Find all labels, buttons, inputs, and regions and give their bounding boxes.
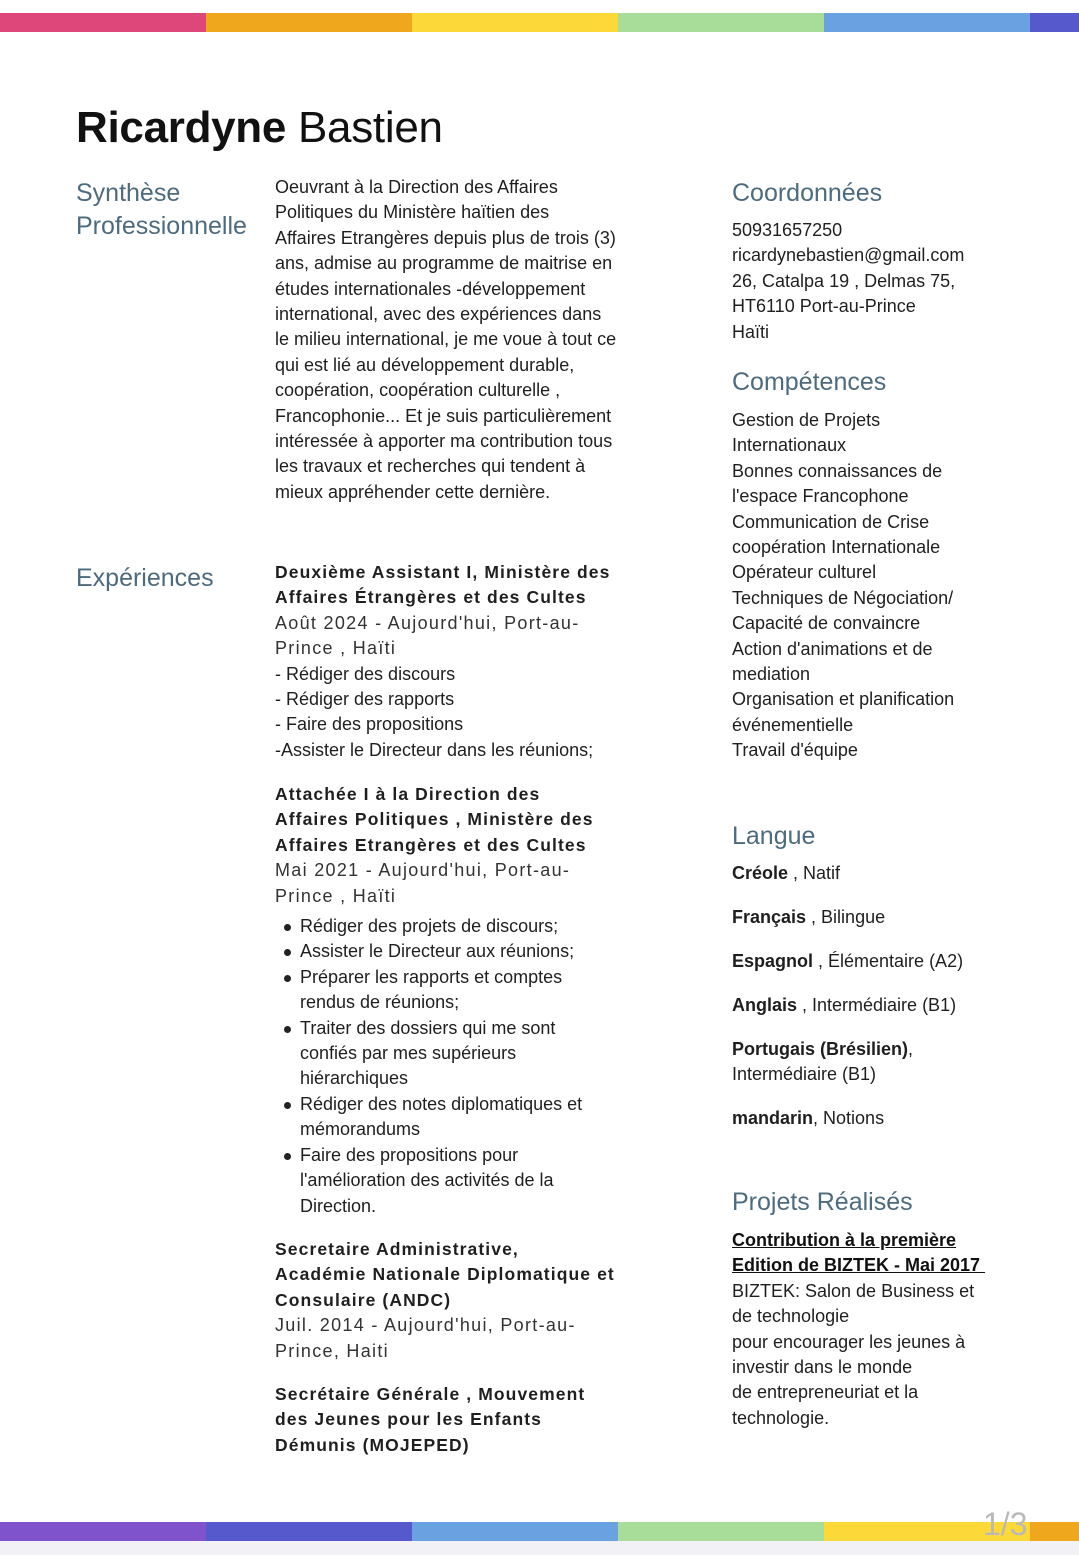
summary-line: coopération, coopération culturelle , bbox=[275, 380, 561, 401]
summary-line: Politiques du Ministère haïtien des bbox=[275, 202, 550, 223]
project-desc-line: de technologie bbox=[732, 1306, 850, 1327]
stripe-segment bbox=[618, 13, 824, 32]
project-desc-line: investir dans le monde bbox=[732, 1357, 913, 1378]
job-title-line: Secretaire Administrative, bbox=[275, 1239, 519, 1259]
top-color-stripe bbox=[0, 13, 1079, 32]
skill-line: Techniques de Négociation/ bbox=[732, 587, 954, 608]
summary-text bbox=[275, 175, 655, 505]
skills-list bbox=[732, 408, 1062, 764]
job-title-line: Affaires Étrangères et des Cultes bbox=[275, 587, 587, 608]
job-title-line: Démunis (MOJEPED) bbox=[275, 1434, 470, 1455]
experiences-heading: Expériences bbox=[76, 564, 214, 592]
languages-heading: Langue bbox=[732, 822, 816, 850]
stripe-segment bbox=[0, 13, 206, 32]
language-item bbox=[732, 1037, 1062, 1088]
bullet-line: confiés par mes supérieurs bbox=[300, 1043, 517, 1064]
contact-block bbox=[732, 218, 1062, 345]
bullet-line: rendus de réunions; bbox=[300, 992, 460, 1013]
job-task: - Rédiger des rapports bbox=[275, 689, 455, 710]
projects-block bbox=[732, 1228, 1062, 1431]
bullet-line: Traiter des dossiers qui me sont bbox=[300, 1017, 556, 1038]
job-bullet-list bbox=[275, 914, 655, 1219]
viewer-footer bbox=[0, 1541, 1079, 1555]
skill-line: Communication de Crise bbox=[732, 511, 930, 532]
bullet-line: Rédiger des notes diplomatiques et bbox=[300, 1093, 583, 1114]
skill-line: coopération Internationale bbox=[732, 537, 941, 558]
job-title-line: Deuxième Assistant I, Ministère des bbox=[275, 562, 611, 582]
summary-line: Affaires Etrangères depuis plus de trois (3) bbox=[275, 227, 616, 248]
language-name: mandarin bbox=[732, 1108, 814, 1129]
first-name: Ricardyne bbox=[76, 103, 287, 152]
language-level: , bbox=[908, 1039, 914, 1059]
skill-line: événementielle bbox=[732, 714, 854, 735]
skill-line: Opérateur culturel bbox=[732, 562, 877, 583]
last-name: Bastien bbox=[298, 103, 443, 152]
job-entry bbox=[275, 782, 655, 1219]
stripe-segment bbox=[206, 1522, 412, 1541]
job-title-line: Académie Nationale Diplomatique et bbox=[275, 1264, 615, 1285]
list-item bbox=[275, 1092, 655, 1143]
bullet-line: Faire des propositions pour bbox=[300, 1144, 519, 1165]
skill-line: mediation bbox=[732, 664, 811, 685]
language-level: , Élémentaire (A2) bbox=[813, 951, 964, 971]
language-item bbox=[732, 993, 1062, 1018]
bottom-color-stripe bbox=[0, 1522, 1079, 1541]
project-desc-line: pour encourager les jeunes à bbox=[732, 1331, 966, 1352]
language-level: , Bilingue bbox=[806, 907, 886, 927]
stripe-segment bbox=[824, 13, 1030, 32]
stripe-segment bbox=[1030, 1522, 1079, 1541]
summary-line: intéressée à apporter ma contribution tous bbox=[275, 431, 613, 452]
contact-heading: Coordonnées bbox=[732, 179, 883, 207]
job-title-line: Attachée I à la Direction des bbox=[275, 784, 541, 804]
language-name: Anglais bbox=[732, 995, 798, 1015]
list-item bbox=[275, 1143, 655, 1219]
job-title-line: Secrétaire Générale , Mouvement bbox=[275, 1384, 586, 1404]
skill-line: Organisation et planification bbox=[732, 689, 955, 710]
bullet-line: Assister le Directeur aux réunions; bbox=[300, 941, 575, 962]
job-entry bbox=[275, 560, 655, 763]
job-task: - Rédiger des discours bbox=[275, 663, 456, 684]
stripe-segment bbox=[206, 13, 412, 32]
job-title-line: Affaires Politiques , Ministère des bbox=[275, 809, 594, 830]
contact-address-line: 26, Catalpa 19 , Delmas 75, bbox=[732, 270, 956, 291]
summary-line: études internationales -développement bbox=[275, 278, 586, 299]
job-meta-line: Mai 2021 - Aujourd'hui, Port-au- bbox=[275, 860, 571, 881]
project-desc-line: technologie. bbox=[732, 1407, 830, 1428]
summary-line: international, avec des expériences dans bbox=[275, 304, 602, 325]
skill-line: Capacité de convaincre bbox=[732, 613, 921, 634]
summary-line: Oeuvrant à la Direction des Affaires bbox=[275, 177, 558, 197]
list-item bbox=[275, 914, 655, 939]
summary-line: ans, admise au programme de maitrise en bbox=[275, 253, 613, 274]
language-name: Français bbox=[732, 907, 807, 927]
skill-line: Bonnes connaissances de bbox=[732, 460, 943, 481]
stripe-segment bbox=[1030, 13, 1079, 32]
summary-heading-line: Synthèse bbox=[76, 179, 181, 207]
skill-line: Travail d'équipe bbox=[732, 740, 858, 761]
summary-line: les travaux et recherches qui tendent à bbox=[275, 456, 586, 477]
language-item bbox=[732, 1106, 1062, 1131]
language-level: Intermédiaire (B1) bbox=[732, 1064, 877, 1085]
summary-line: Francophonie... Et je suis particulièrement bbox=[275, 405, 612, 426]
language-item bbox=[732, 905, 1062, 930]
languages-list bbox=[732, 861, 1062, 1150]
list-item bbox=[275, 939, 655, 964]
language-name: Créole bbox=[732, 863, 789, 883]
language-name: Espagnol bbox=[732, 951, 814, 971]
job-title-line: des Jeunes pour les Enfants bbox=[275, 1409, 542, 1430]
skill-line: l'espace Francophone bbox=[732, 486, 909, 507]
list-item bbox=[275, 1016, 655, 1092]
summary-line: qui est lié au développement durable, bbox=[275, 354, 575, 375]
job-meta-line: Prince , Haïti bbox=[275, 638, 397, 659]
summary-line: le milieu international, je me voue à tout ce bbox=[275, 329, 617, 350]
language-item bbox=[732, 861, 1062, 886]
stripe-segment bbox=[412, 13, 618, 32]
contact-email: ricardynebastien@gmail.com bbox=[732, 245, 965, 266]
summary-heading-line: Professionnelle bbox=[76, 212, 247, 240]
job-meta-line: Juil. 2014 - Aujourd'hui, Port-au- bbox=[275, 1315, 576, 1336]
language-level: , Intermédiaire (B1) bbox=[797, 995, 957, 1015]
language-item bbox=[732, 949, 1062, 974]
stripe-segment bbox=[0, 1522, 206, 1541]
language-name: Portugais (Brésilien) bbox=[732, 1039, 909, 1059]
bullet-line: Rédiger des projets de discours; bbox=[300, 916, 559, 937]
language-level: , Natif bbox=[788, 863, 841, 883]
job-title-line: Consulaire (ANDC) bbox=[275, 1289, 452, 1310]
summary-line: mieux appréhender cette dernière. bbox=[275, 481, 551, 502]
bullet-line: Préparer les rapports et comptes bbox=[300, 966, 563, 987]
job-meta-line: Prince , Haïti bbox=[275, 885, 397, 906]
bullet-line: hiérarchiques bbox=[300, 1068, 409, 1089]
project-title-link[interactable]: Contribution à la première bbox=[732, 1230, 957, 1250]
skill-line: Internationaux bbox=[732, 435, 847, 456]
job-meta-line: Prince, Haiti bbox=[275, 1340, 389, 1361]
projects-heading: Projets Réalisés bbox=[732, 1188, 913, 1216]
language-level: , Notions bbox=[813, 1108, 885, 1129]
page-indicator: 1/3 bbox=[983, 1506, 1028, 1542]
contact-country: Haïti bbox=[732, 321, 770, 342]
bullet-line: mémorandums bbox=[300, 1119, 421, 1140]
skills-heading: Compétences bbox=[732, 368, 887, 396]
page-title bbox=[76, 100, 443, 156]
summary-heading bbox=[76, 177, 247, 243]
project-desc-line: BIZTEK: Salon de Business et bbox=[732, 1280, 975, 1301]
stripe-segment bbox=[618, 1522, 824, 1541]
project-desc-line: de entrepreneuriat et la bbox=[732, 1382, 919, 1403]
contact-phone: 50931657250 bbox=[732, 220, 843, 240]
job-entry bbox=[275, 1382, 655, 1458]
list-item bbox=[275, 965, 655, 1016]
skill-line: Gestion de Projets bbox=[732, 410, 881, 430]
skill-line: Action d'animations et de bbox=[732, 638, 933, 659]
job-task: - Faire des propositions bbox=[275, 714, 464, 735]
contact-address-line: HT6110 Port-au-Prince bbox=[732, 296, 916, 317]
project-title-link[interactable]: Edition de BIZTEK - Mai 2017 bbox=[732, 1255, 986, 1276]
bullet-line: l'amélioration des activités de la bbox=[300, 1170, 554, 1191]
job-task: -Assister le Directeur dans les réunions; bbox=[275, 739, 594, 760]
job-entry bbox=[275, 1237, 655, 1364]
job-meta-line: Août 2024 - Aujourd'hui, Port-au- bbox=[275, 612, 580, 633]
bullet-line: Direction. bbox=[300, 1195, 377, 1216]
job-title-line: Affaires Etrangères et des Cultes bbox=[275, 834, 587, 855]
stripe-segment bbox=[412, 1522, 618, 1541]
